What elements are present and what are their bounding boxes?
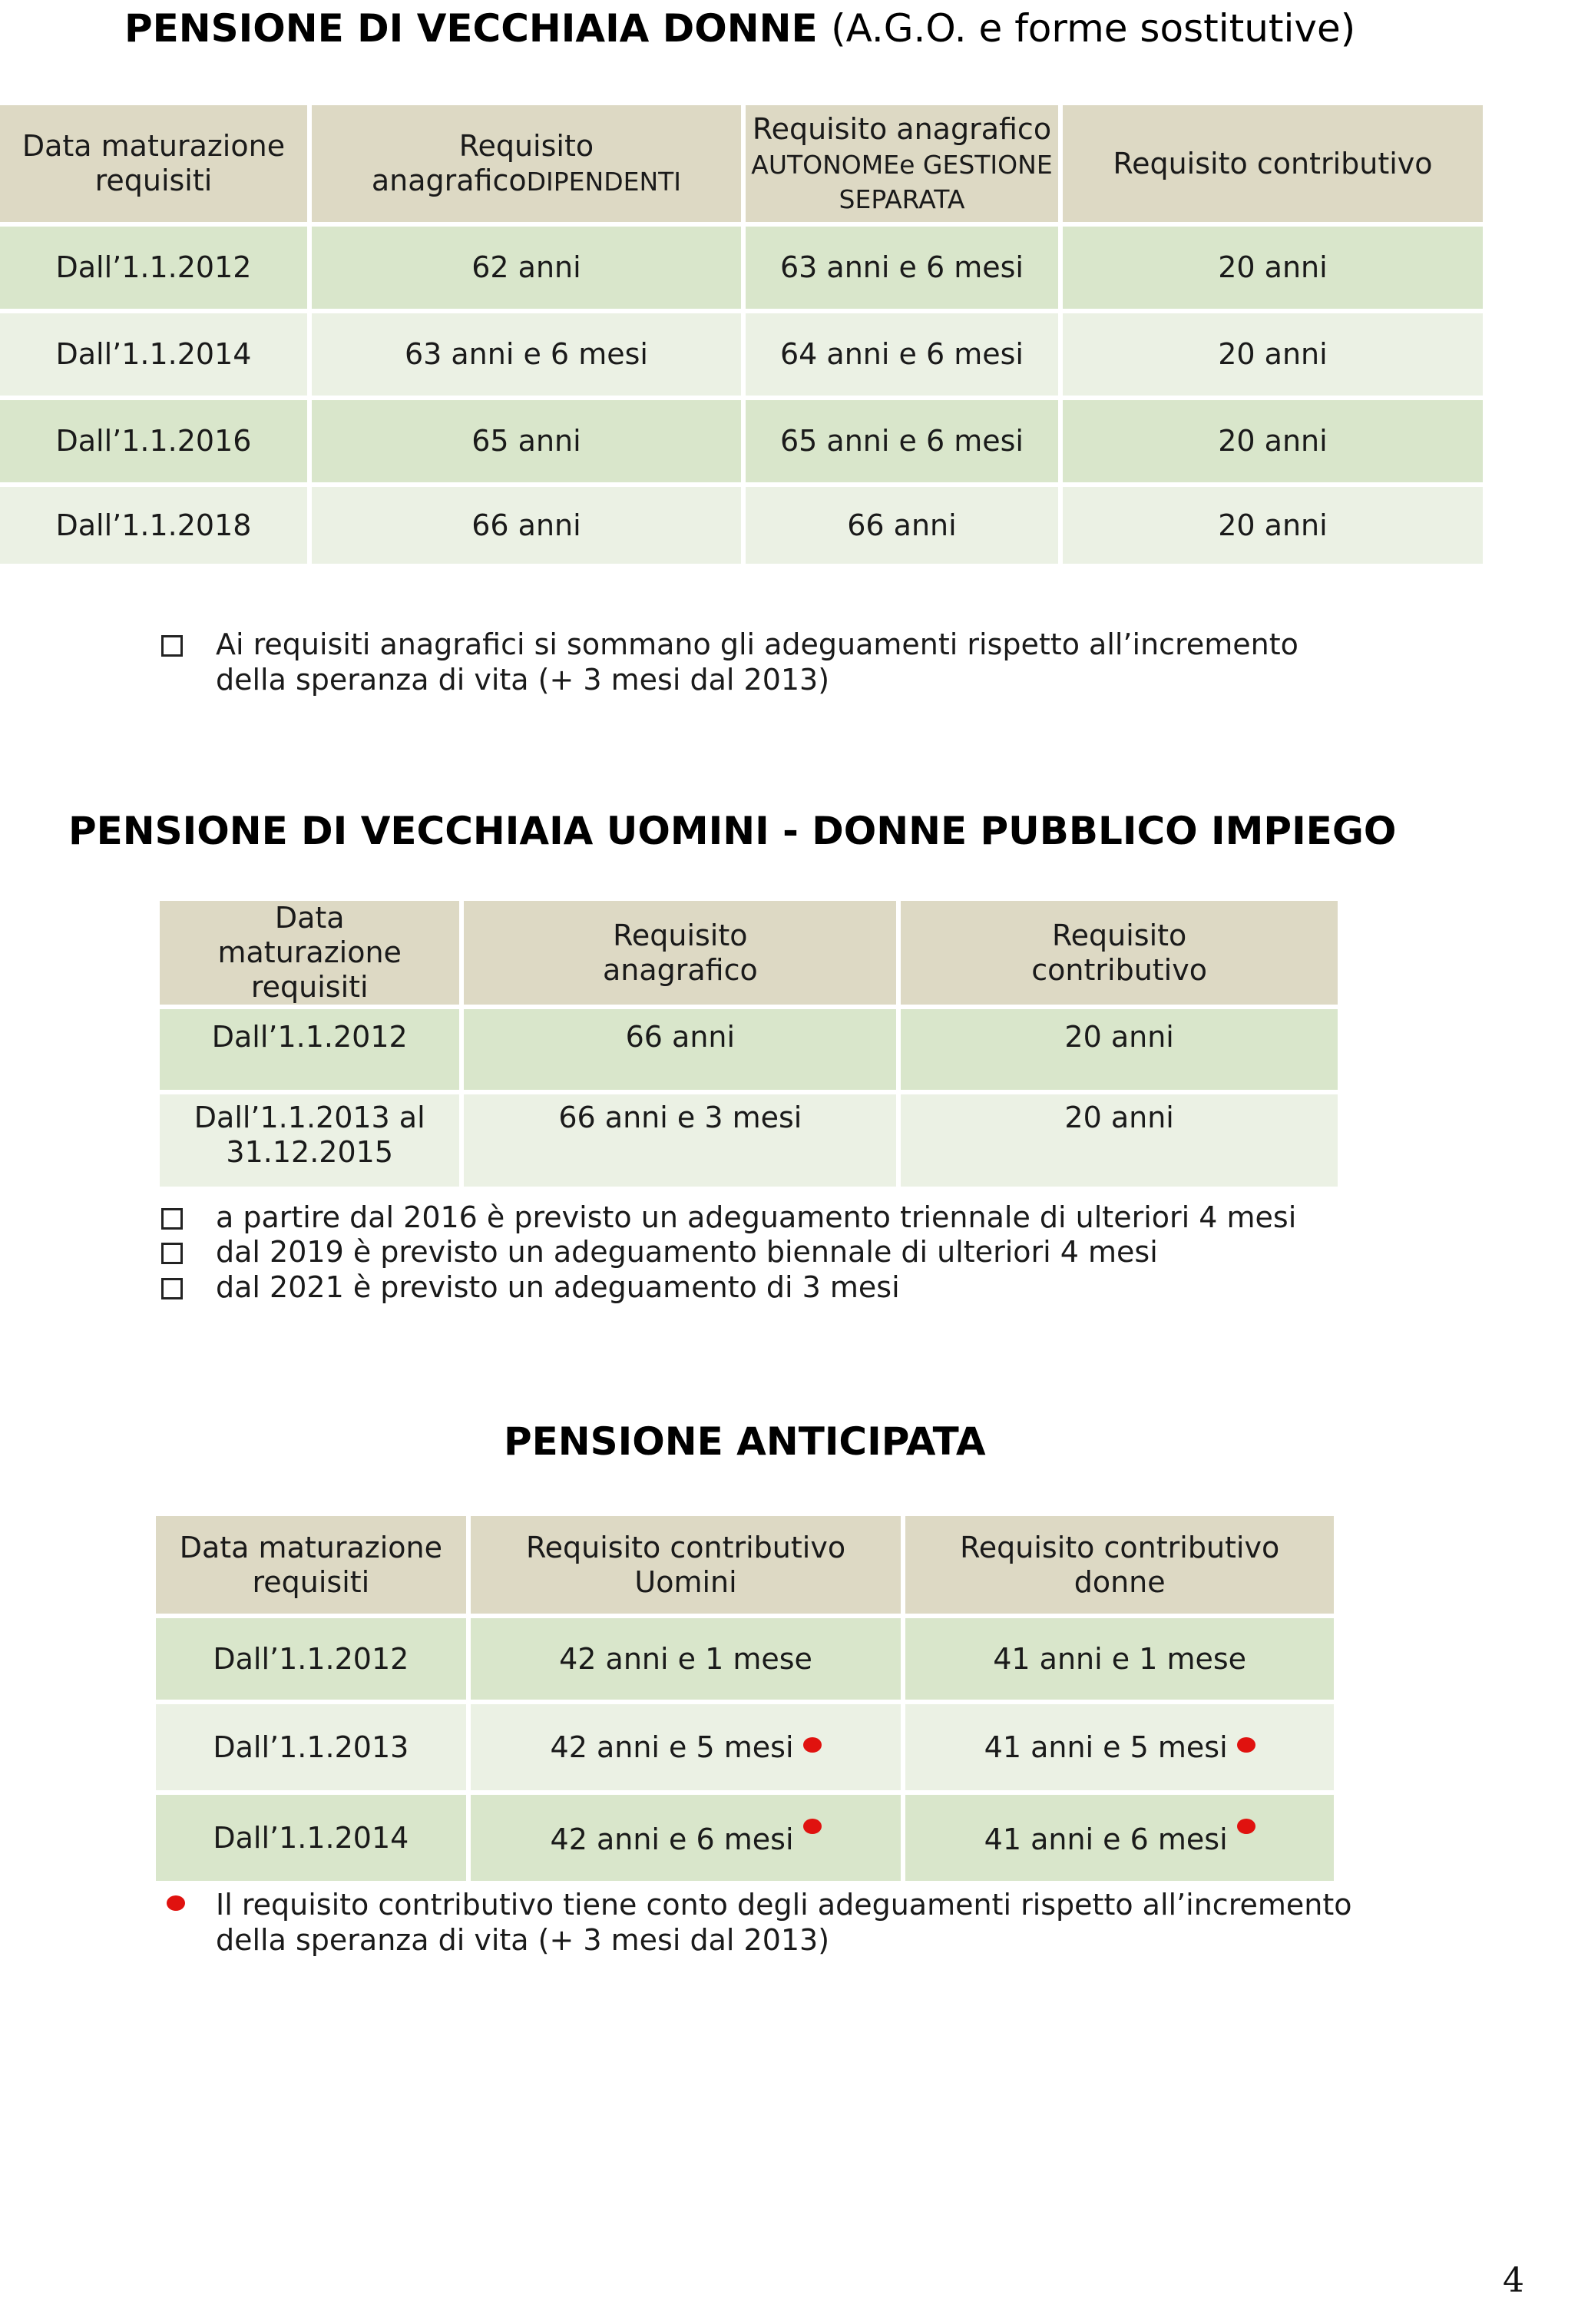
cell-donne: 41 anni e 5 mesi bbox=[905, 1704, 1334, 1790]
header-requisito-anagrafico: Requisito anagrafico bbox=[464, 901, 896, 1005]
cell-contributivo: 20 anni bbox=[1063, 313, 1483, 396]
section1-title-normal: (A.G.O. e forme sostitutive) bbox=[831, 6, 1356, 51]
section3-table bbox=[151, 1511, 1338, 1885]
header-requisito-dipendenti: Requisito anagraficoDIPENDENTI bbox=[312, 105, 741, 222]
page-number: 4 bbox=[1503, 2261, 1524, 2300]
header-requisito-contributivo: Requisito contributivo bbox=[1063, 105, 1483, 222]
section3-note: Il requisito contributivo tiene conto degli adeguamenti rispetto all’incremento della speranza di vita (+ 3 mesi dal 2013) bbox=[216, 1888, 1352, 1957]
cell-contributivo: 20 anni bbox=[1063, 400, 1483, 482]
cell-date: Dall’1.1.2012 bbox=[0, 227, 307, 309]
cell-uomini: 42 anni e 1 mese bbox=[471, 1618, 901, 1700]
section2-note-1: a partire dal 2016 è previsto un adeguamento triennale di ulteriori 4 mesi bbox=[216, 1200, 1297, 1234]
cell-uomini: 42 anni e 6 mesi bbox=[471, 1795, 901, 1881]
cell-date: Dall’1.1.2012 bbox=[160, 1009, 459, 1090]
cell-date: Dall’1.1.2013 al 31.12.2015 bbox=[160, 1094, 459, 1187]
cell-contributivo: 20 anni bbox=[1063, 487, 1483, 564]
red-dot-icon bbox=[1237, 1819, 1255, 1834]
cell-contributivo: 20 anni bbox=[1063, 227, 1483, 309]
section2-note-2: dal 2019 è previsto un adeguamento biennale di ulteriori 4 mesi bbox=[216, 1235, 1158, 1269]
table-row bbox=[0, 487, 1483, 564]
cell-date: Dall’1.1.2014 bbox=[0, 313, 307, 396]
cell-date: Dall’1.1.2018 bbox=[0, 487, 307, 564]
section1-title bbox=[124, 6, 1355, 51]
header-requisito-contributivo: Requisito contributivo bbox=[901, 901, 1338, 1005]
red-dot-icon bbox=[1237, 1737, 1255, 1753]
section2-title: PENSIONE DI VECCHIAIA UOMINI - DONNE PUBBLICO IMPIEGO bbox=[68, 809, 1397, 853]
cell-date: Dall’1.1.2013 bbox=[156, 1704, 466, 1790]
cell-uomini: 42 anni e 5 mesi bbox=[471, 1704, 901, 1790]
cell-donne: 41 anni e 6 mesi bbox=[905, 1795, 1334, 1881]
red-dot-icon bbox=[167, 1895, 185, 1911]
cell-contributivo: 20 anni bbox=[901, 1009, 1338, 1090]
section2-note-3: dal 2021 è previsto un adeguamento di 3 mesi bbox=[216, 1270, 900, 1304]
header-requisito-uomini: Requisito contributivo Uomini bbox=[471, 1516, 901, 1614]
cell-dipendenti: 62 anni bbox=[312, 227, 741, 309]
table-row bbox=[160, 1094, 1338, 1187]
header-data-maturazione: Data maturazione requisiti bbox=[0, 105, 307, 222]
checkbox-bullet-icon bbox=[161, 1278, 183, 1299]
table-row bbox=[0, 400, 1483, 482]
section2-table bbox=[155, 896, 1342, 1191]
table-row bbox=[156, 1618, 1334, 1700]
cell-date: Dall’1.1.2012 bbox=[156, 1618, 466, 1700]
table-row bbox=[156, 1704, 1334, 1790]
table-header-row bbox=[156, 1516, 1334, 1614]
cell-contributivo: 20 anni bbox=[901, 1094, 1338, 1187]
cell-date: Dall’1.1.2016 bbox=[0, 400, 307, 482]
cell-date: Dall’1.1.2014 bbox=[156, 1795, 466, 1881]
cell-dipendenti: 63 anni e 6 mesi bbox=[312, 313, 741, 396]
table-row bbox=[0, 313, 1483, 396]
checkbox-bullet-icon bbox=[161, 1208, 183, 1230]
cell-donne: 41 anni e 1 mese bbox=[905, 1618, 1334, 1700]
table-header-row bbox=[0, 105, 1483, 222]
red-dot-icon bbox=[803, 1737, 822, 1753]
cell-anagrafico: 66 anni e 3 mesi bbox=[464, 1094, 896, 1187]
cell-autonome: 65 anni e 6 mesi bbox=[746, 400, 1058, 482]
cell-autonome: 66 anni bbox=[746, 487, 1058, 564]
header-requisito-autonome: Requisito anagrafico AUTONOMEe GESTIONE SEPARATA bbox=[746, 105, 1058, 222]
table-header-row bbox=[160, 901, 1338, 1005]
section1-note: Ai requisiti anagrafici si sommano gli adeguamenti rispetto all’incremento della speranza di vita (+ 3 mesi dal 2013) bbox=[216, 627, 1298, 697]
header-requisito-donne: Requisito contributivo donne bbox=[905, 1516, 1334, 1614]
table-row bbox=[0, 227, 1483, 309]
header-data-maturazione: Data maturazione requisiti bbox=[156, 1516, 466, 1614]
section3-title: PENSIONE ANTICIPATA bbox=[504, 1419, 986, 1464]
cell-autonome: 63 anni e 6 mesi bbox=[746, 227, 1058, 309]
cell-dipendenti: 65 anni bbox=[312, 400, 741, 482]
checkbox-bullet-icon bbox=[161, 635, 183, 657]
table-row bbox=[160, 1009, 1338, 1090]
header-data-maturazione: Data maturazione requisiti bbox=[160, 901, 459, 1005]
cell-anagrafico: 66 anni bbox=[464, 1009, 896, 1090]
checkbox-bullet-icon bbox=[161, 1243, 183, 1264]
cell-dipendenti: 66 anni bbox=[312, 487, 741, 564]
red-dot-icon bbox=[803, 1819, 822, 1834]
cell-autonome: 64 anni e 6 mesi bbox=[746, 313, 1058, 396]
section1-table bbox=[0, 101, 1487, 568]
section1-title-bold: PENSIONE DI VECCHIAIA DONNE bbox=[124, 6, 818, 51]
table-row bbox=[156, 1795, 1334, 1881]
